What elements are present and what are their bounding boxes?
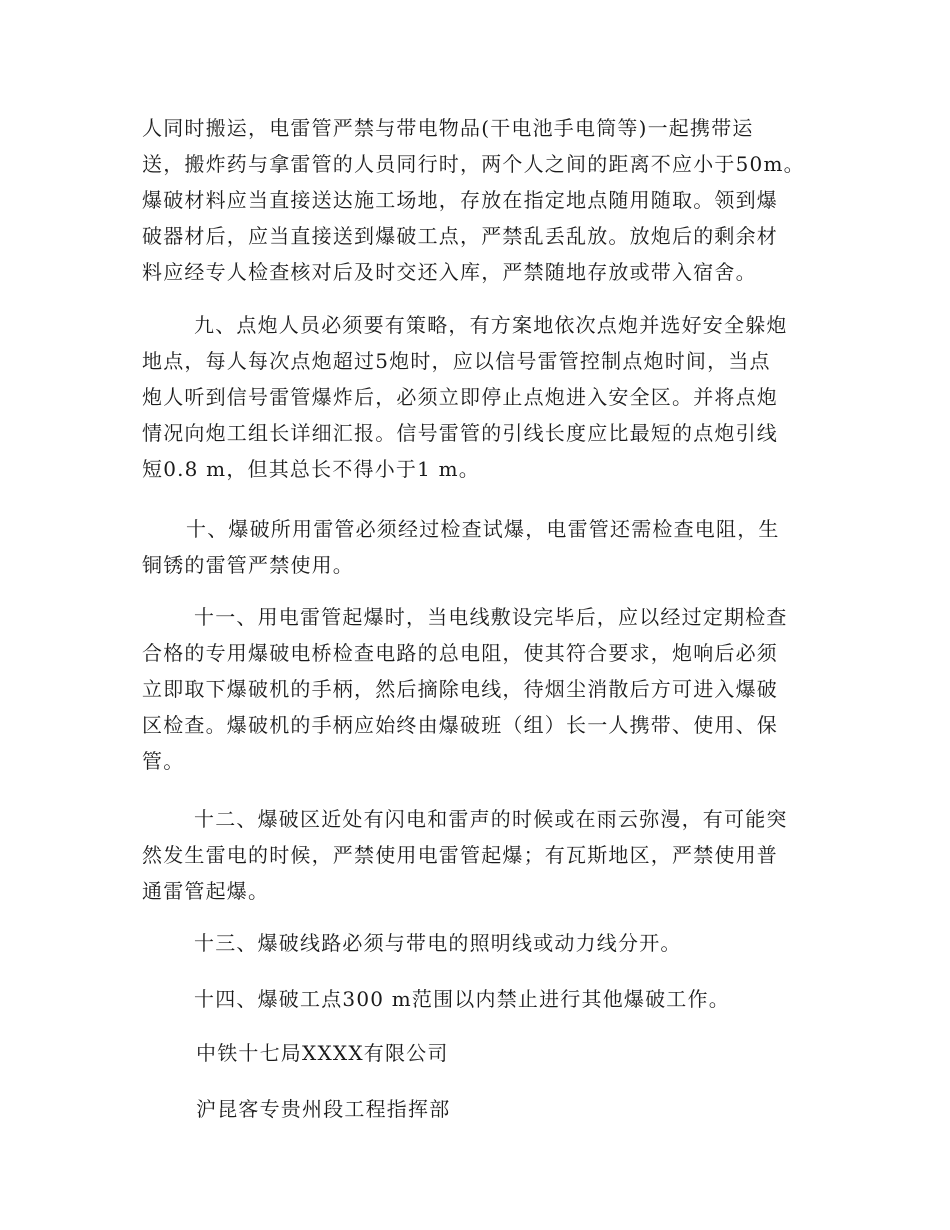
text-line: 铜锈的雷管严禁使用。 <box>142 553 354 577</box>
text-line: 短0.8 m，但其总长不得小于1 m。 <box>142 457 480 481</box>
text-line: 通雷管起爆。 <box>142 879 270 903</box>
text-line: 十四、爆破工点300 m范围以内禁止进行其他爆破工作。 <box>194 987 730 1011</box>
paragraph-item-14 <box>142 981 810 1017</box>
text-line: 然发生雷电的时候，严禁使用电雷管起爆；有瓦斯地区，严禁使用普 <box>142 843 778 867</box>
signature-department: 沪昆客专贵州段工程指挥部 <box>196 1097 451 1121</box>
text-line: 管。 <box>142 749 185 773</box>
text-line: 地点，每人每次点炮超过5炮时，应以信号雷管控制点炮时间，当点 <box>142 349 771 373</box>
text-line: 十、爆破所用雷管必须经过检查试爆，电雷管还需检查电阻，生 <box>186 517 780 541</box>
text-line: 十一、用电雷管起爆时，当电线敷设完毕后，应以经过定期检查 <box>194 605 788 629</box>
paragraph-item-10 <box>142 511 810 583</box>
paragraph-item-13 <box>142 925 810 961</box>
signature-company: 中铁十七局XXXX有限公司 <box>196 1041 449 1065</box>
paragraph-item-11 <box>142 599 810 779</box>
paragraph-continuation <box>142 110 810 290</box>
text-line: 送，搬炸药与拿雷管的人员同行时，两个人之间的距离不应小于50m。 <box>142 152 805 176</box>
text-line: 十三、爆破线路必须与带电的照明线或动力线分开。 <box>194 931 682 955</box>
paragraph-item-9 <box>142 307 810 487</box>
text-line: 破器材后，应当直接送到爆破工点，严禁乱丢乱放。放炮后的剩余材 <box>142 224 778 248</box>
paragraph-item-12 <box>142 801 810 909</box>
text-line: 炮人听到信号雷管爆炸后，必须立即停止点炮进入安全区。并将点炮 <box>142 385 778 409</box>
text-line: 九、点炮人员必须要有策略，有方案地依次点炮并选好安全躲炮 <box>194 313 788 337</box>
text-line: 人同时搬运，电雷管严禁与带电物品(干电池手电筒等)一起携带运 <box>142 116 754 140</box>
text-line: 爆破材料应当直接送达施工场地，存放在指定地点随用随取。领到爆 <box>142 188 778 212</box>
text-line: 立即取下爆破机的手柄，然后摘除电线，待烟尘消散后方可进入爆破 <box>142 677 778 701</box>
text-line: 区检查。爆破机的手柄应始终由爆破班（组）长一人携带、使用、保 <box>142 713 778 737</box>
text-line: 十二、爆破区近处有闪电和雷声的时候或在雨云弥漫，有可能突 <box>194 807 788 831</box>
text-line: 合格的专用爆破电桥检查电路的总电阻，使其符合要求，炮响后必须 <box>142 641 778 665</box>
text-line: 料应经专人检查核对后及时交还入库，严禁随地存放或带入宿舍。 <box>142 260 757 284</box>
text-line: 情况向炮工组长详细汇报。信号雷管的引线长度应比最短的点炮引线 <box>142 421 778 445</box>
